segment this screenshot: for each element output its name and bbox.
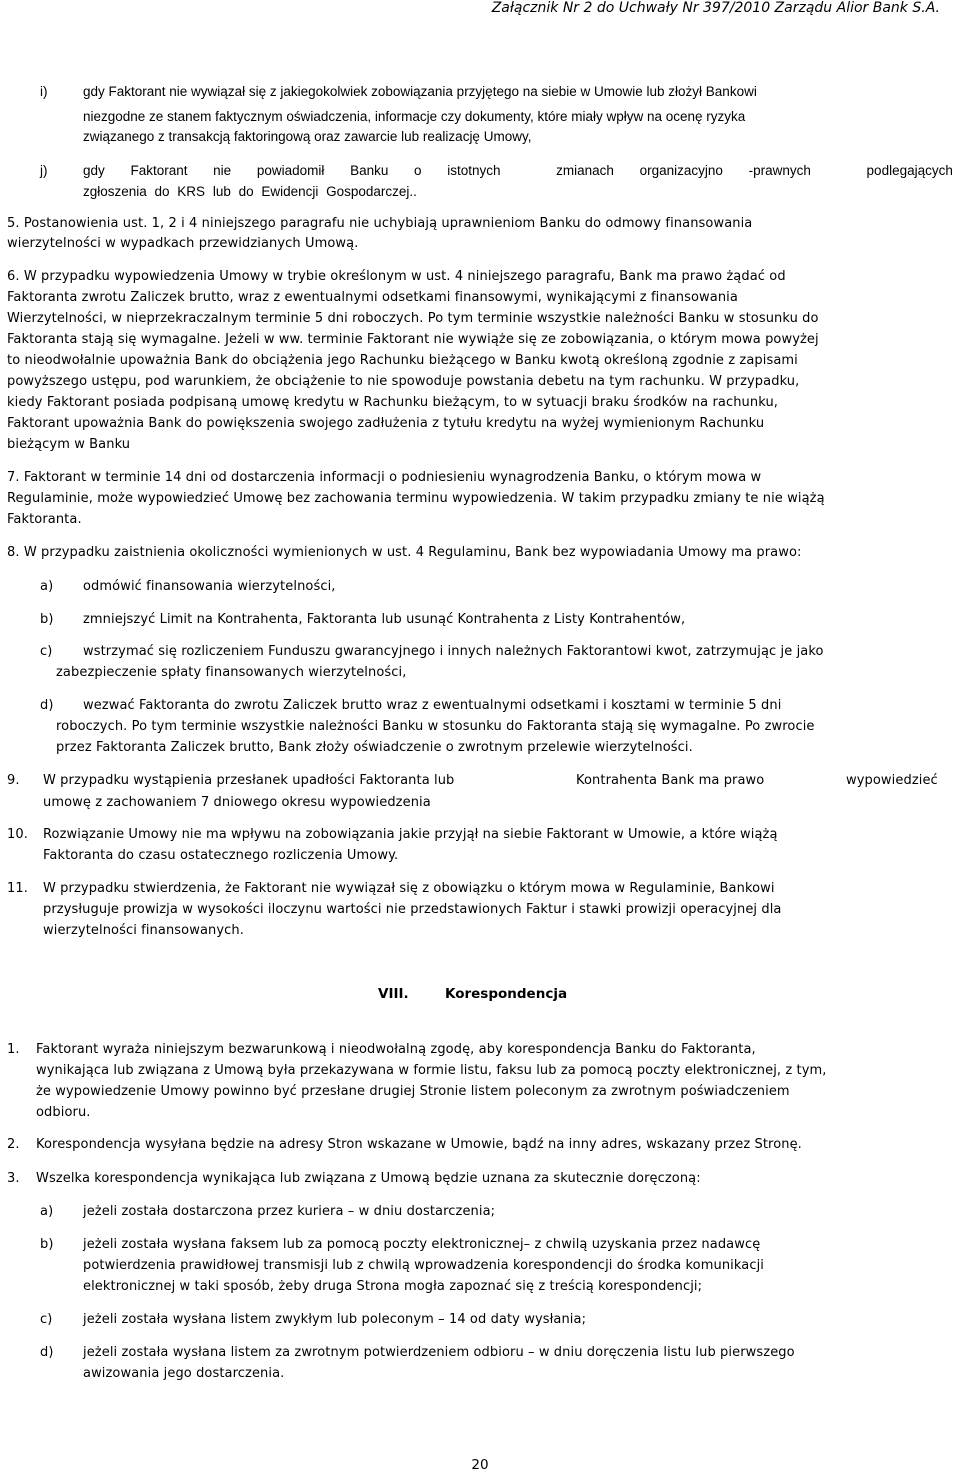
k3-intro: Wszelka korespondencja wynikająca lub związana z Umową będzie uznana za skutecznie doręczoną: xyxy=(36,1171,701,1186)
list-label-j: j) xyxy=(40,163,48,178)
section-6-line-8: Faktorant upoważnia Bank do powiększenia swojego zadłużenia z tytułu kredytu na wyżej wymienionym Rachunku xyxy=(7,416,765,431)
section-heading-number: VIII. xyxy=(378,986,409,1002)
k2-line-1: Korespondencja wysyłana będzie na adresy Stron wskazane w Umowie, bądź na inny adres, wskazany przez Stronę. xyxy=(36,1137,802,1152)
list-item-j-line-2: zgłoszenia do KRS lub do Ewidencji Gospodarczej.. xyxy=(83,184,417,199)
section-11-line-2: przysługuje prowizja w wysokości iloczynu wartości nie przedstawionych Faktur i stawki prowizji operacyjnej dla xyxy=(43,902,782,917)
section-6-line-3: Wierzytelności, w nieprzekraczalnym terminie 5 dni roboczych. Po tym terminie wszystkie należności Banku w stosunku do xyxy=(7,311,819,326)
section-heading-title: Korespondencja xyxy=(445,986,568,1002)
section-8-label-a: a) xyxy=(40,579,54,594)
k3-item-d-line-1: jeżeli została wysłana listem za zwrotnym potwierdzeniem odbioru – w dniu doręczenia listu lub pierwszego xyxy=(83,1345,795,1360)
k3-label-b: b) xyxy=(40,1237,54,1252)
list-item-i-line-2: niezgodne ze stanem faktycznym oświadczenia, informacje czy dokumenty, które miały wpływ na ocenę ryzyka xyxy=(83,109,746,124)
section-8-item-c-line-1: wstrzymać się rozliczeniem Funduszu gwarancyjnego i innych należnych Faktorantowi kwot, zatrzymując je jako xyxy=(83,644,824,659)
section-6-line-2: Faktoranta zwrotu Zaliczek brutto, wraz z ewentualnymi odsetkami finansowymi, wynikającymi z finansowania xyxy=(7,290,738,305)
list-item-j-line-1: gdy Faktorant nie powiadomił Banku o istotnych zmianach organizacyjno -prawnych podlegających xyxy=(83,163,953,178)
section-9-line-1a: W przypadku wystąpienia przesłanek upadłości Faktoranta lub xyxy=(43,773,455,788)
list-item-i-line-3: związanego z transakcją faktoringową oraz zawarcie lub realizację Umowy, xyxy=(83,129,532,144)
k3-label: 3. xyxy=(7,1171,20,1186)
page-number: 20 xyxy=(471,1457,489,1473)
section-8-item-d-line-1: wezwać Faktoranta do zwrotu Zaliczek brutto wraz z ewentualnymi odsetkami i kosztami w terminie 5 dni xyxy=(83,698,782,713)
k3-label-c: c) xyxy=(40,1312,53,1327)
section-8-item-b: zmniejszyć Limit na Kontrahenta, Faktoranta lub usunąć Kontrahenta z Listy Kontrahentów, xyxy=(83,612,686,627)
k1-line-2: wynikająca lub związana z Umową była przekazywana w formie listu, faksu lub za pomocą poczty elektronicznej, z tym, xyxy=(36,1063,827,1078)
k1-line-4: odbioru. xyxy=(36,1105,91,1120)
k1-line-3: że wypowiedzenie Umowy powinno być przesłane drugiej Stronie listem poleconym za zwrotnym poświadczeniem xyxy=(36,1084,790,1099)
section-8-intro: 8. W przypadku zaistnienia okoliczności wymienionych w ust. 4 Regulaminu, Bank bez wypowiadania Umowy ma prawo: xyxy=(7,545,802,560)
section-8-item-a: odmówić finansowania wierzytelności, xyxy=(83,579,336,594)
k3-item-d-line-2: awizowania jego dostarczenia. xyxy=(83,1366,285,1381)
section-9-line-1c: wypowiedzieć xyxy=(846,773,938,788)
section-11-line-3: wierzytelności finansowanych. xyxy=(43,923,244,938)
section-9-line-2: umowę z zachowaniem 7 dniowego okresu wypowiedzenia xyxy=(43,795,431,810)
section-8-item-d-line-2: roboczych. Po tym terminie wszystkie należności Banku w stosunku do Faktoranta stają się wymagalne. Po zwrocie xyxy=(56,719,815,734)
list-item-i-line-1: gdy Faktorant nie wywiązał się z jakiegokolwiek zobowiązania przyjętego na siebie w Umowie lub złożył Bankowi xyxy=(83,84,757,99)
section-8-item-d-line-3: przez Faktoranta Zaliczek brutto, Bank złoży oświadczenie o zwrotnym przelewie wierzytelności. xyxy=(56,740,693,755)
k3-item-b-line-3: elektronicznej w taki sposób, żeby druga Strona mogła zapoznać się z treścią korespondencji; xyxy=(83,1279,703,1294)
section-5-line-2: wierzytelności w wypadkach przewidzianych Umową. xyxy=(7,236,359,251)
section-7-line-1: 7. Faktorant w terminie 14 dni od dostarczenia informacji o podniesieniu wynagrodzenia Banku, o którym mowa w xyxy=(7,470,762,485)
section-6-line-7: kiedy Faktorant posiada podpisaną umowę kredytu w Rachunku bieżącym, to w sytuacji braku środków na rachunku, xyxy=(7,395,779,410)
list-label-i: i) xyxy=(40,84,48,99)
section-9-label: 9. xyxy=(7,773,20,788)
section-10-line-1: Rozwiązanie Umowy nie ma wpływu na zobowiązania jakie przyjął na siebie Faktorant w Umowie, a które wiążą xyxy=(43,827,778,842)
section-6-line-9: bieżącym w Banku xyxy=(7,437,131,452)
k3-item-c: jeżeli została wysłana listem zwykłym lub poleconym – 14 od daty wysłania; xyxy=(83,1312,587,1327)
section-8-item-c-line-2: zabezpieczenie spłaty finansowanych wierzytelności, xyxy=(56,665,407,680)
section-6-line-5: to nieodwołalnie upoważnia Bank do obciążenia jego Rachunku bieżącego w Banku kwotą określoną zgodnie z zapisami xyxy=(7,353,798,368)
section-7-line-2: Regulaminie, może wypowiedzieć Umowę bez zachowania terminu wypowiedzenia. W takim przypadku zmiany te nie wiążą xyxy=(7,491,825,506)
section-8-label-c: c) xyxy=(40,644,53,659)
section-5-line-1: 5. Postanowienia ust. 1, 2 i 4 niniejszego paragrafu nie uchybiają uprawnieniom Banku do odmowy finansowania xyxy=(7,216,753,231)
section-6-line-4: Faktoranta stają się wymagalne. Jeżeli w ww. terminie Faktorant nie wywiąże się ze zobowiązania, o którym mowa powyżej xyxy=(7,332,819,347)
k2-label: 2. xyxy=(7,1137,20,1152)
section-8-label-d: d) xyxy=(40,698,54,713)
k1-line-1: Faktorant wyraża niniejszym bezwarunkową i nieodwołalną zgodę, aby korespondencja Banku do Faktoranta, xyxy=(36,1042,756,1057)
section-10-line-2: Faktoranta do czasu ostatecznego rozliczenia Umowy. xyxy=(43,848,399,863)
section-11-line-1: W przypadku stwierdzenia, że Faktorant nie wywiązał się z obowiązku o którym mowa w Regulaminie, Bankowi xyxy=(43,881,775,896)
section-6-line-6: powyższego ustępu, pod warunkiem, że obciążenie to nie spowoduje powstania debetu na tym rachunku. W przypadku, xyxy=(7,374,800,389)
section-11-label: 11. xyxy=(7,881,28,896)
k3-label-d: d) xyxy=(40,1345,54,1360)
section-8-label-b: b) xyxy=(40,612,54,627)
k3-item-b-line-1: jeżeli została wysłana faksem lub za pomocą poczty elektronicznej– z chwilą uzyskania przez nadawcę xyxy=(83,1237,761,1252)
k3-item-b-line-2: potwierdzenia prawidłowej transmisji lub z chwilą wprowadzenia korespondencji do środka komunikacji xyxy=(83,1258,765,1273)
k3-label-a: a) xyxy=(40,1204,54,1219)
k3-item-a: jeżeli została dostarczona przez kuriera – w dniu dostarczenia; xyxy=(83,1204,496,1219)
document-header: Załącznik Nr 2 do Uchwały Nr 397/2010 Zarządu Alior Bank S.A. xyxy=(491,0,940,16)
k1-label: 1. xyxy=(7,1042,20,1057)
section-6-line-1: 6. W przypadku wypowiedzenia Umowy w trybie określonym w ust. 4 niniejszego paragrafu, Bank ma prawo żądać od xyxy=(7,269,786,284)
section-9-line-1b: Kontrahenta Bank ma prawo xyxy=(576,773,765,788)
section-10-label: 10. xyxy=(7,827,28,842)
section-7-line-3: Faktoranta. xyxy=(7,512,82,527)
